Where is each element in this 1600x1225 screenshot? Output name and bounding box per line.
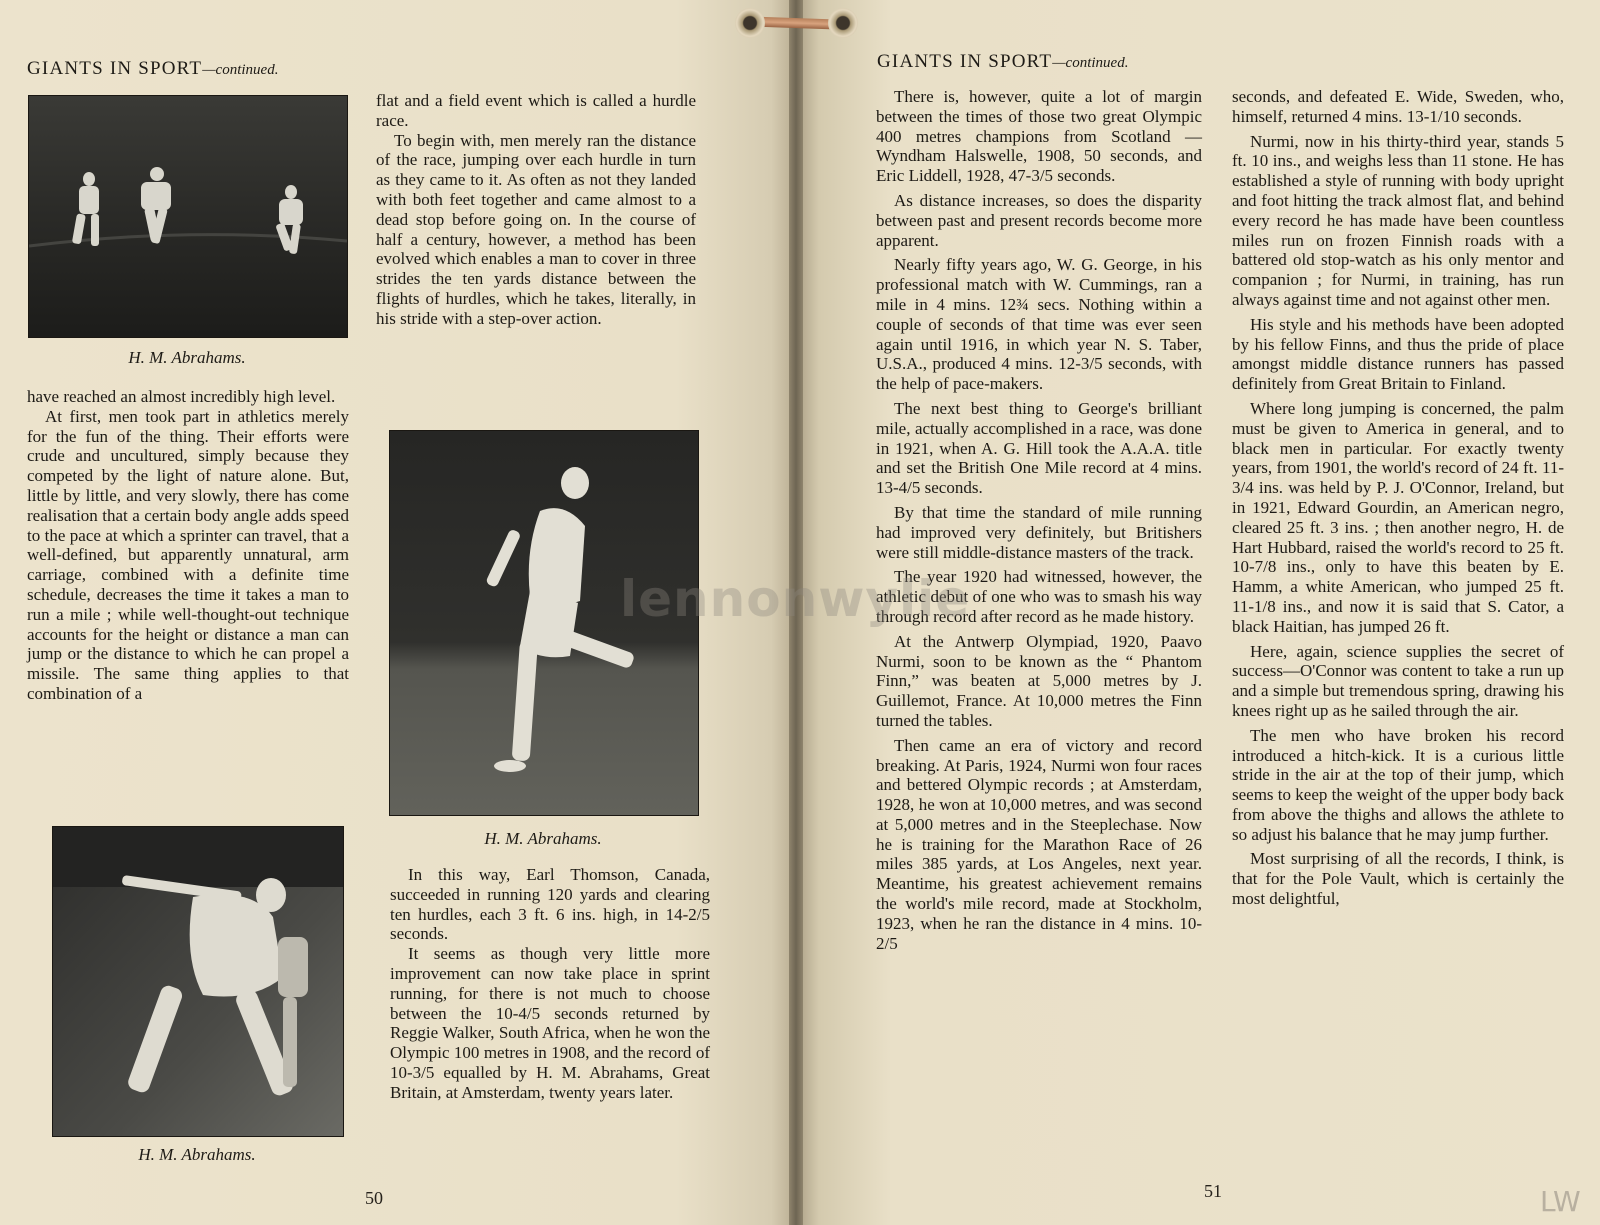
paragraph: At the Antwerp Olympiad, 1920, Paavo Nurmi, soon to be known as the “ Phantom Finn,” was beaten at 5,000 metres by J. Guillemot, France. At 10,000 metres the Finn turned the tables. [876,631,1202,730]
photo-sprinters [28,95,348,338]
paragraph: As distance increases, so does the disparity between past and present records become more apparent. [876,190,1202,250]
paragraph: In this way, Earl Thomson, Canada, succeeded in running 120 yards and clearing ten hurdles, each 3 ft. 6 ins. high, in 14-2/5 seconds. [390,865,710,944]
paragraph: Most surprising of all the records, I think, is that for the Pole Vault, which is certainly the most delightful, [1232,849,1564,909]
photo-sprinters-image [29,96,347,337]
paragraph: By that time the standard of mile running had improved very definitely, but Britishers were still middle-distance masters of the track. [876,502,1202,562]
staple-hole-left [735,8,765,38]
paragraph: flat and a field event which is called a hurdle race. [376,91,696,130]
photo-sprinter-finish [52,826,344,1137]
page-number-right: 51 [1204,1181,1222,1201]
header-continued: —continued. [202,62,279,78]
paragraph: Here, again, science supplies the secret of success—O'Connor was content to take a run up and a simple but tremendous spring, drawing his knees right up as he sailed through the air. [1232,641,1564,720]
photo-caption: H. M. Abrahams. [484,829,602,848]
left-column-1 [27,387,349,704]
header-title: GIANTS IN SPORT [27,58,203,79]
watermark: lennonwylie [620,570,971,628]
paragraph: There is, however, quite a lot of margin between the times of those two great Olympic 400 metres champions from Scotland — Wyndham Halswelle, 1908, 50 seconds, and Eric Liddell, 1928, 47-3/5 seconds. [876,87,1202,186]
left-column-2-top [376,91,696,329]
paragraph: The men who have broken his record introduced a hitch-kick. It is a curious little stride in the air at the top of their jump, which seems to keep the weight of the upper body back from above the thighs and allows the athlete to so adjust his balance that he may jump further. [1232,725,1564,844]
page-number-left: 50 [365,1188,383,1208]
paragraph: have reached an almost incredibly high level. [27,387,336,406]
paragraph: It seems as though very little more improvement can now take place in sprint running, for there is not much to choose between the 10-4/5 seconds returned by Reggie Walker, South Africa, when he won the Olympic 100 metres in 1908, and the record of 10-3/5 equalled by H. M. Abrahams, Great Britain, at Amsterdam, twenty years later. [390,944,710,1102]
left-column-2-bottom [390,865,710,1103]
paragraph: His style and his methods have been adopted by his fellow Finns, and thus the pride of place amongst middle distance runners has passed definitely from Great Britain to Finland. [1232,314,1564,394]
paragraph: Then came an era of victory and record breaking. At Paris, 1924, Nurmi won four races and bettered Olympic records ; at Amsterdam, 1928, he won at 10,000 metres, and was second at 5,000 metres and in the Steeplechase. Now he is training for the Marathon Race of 26 miles 385 yards, at Los Angeles, next year. Meantime, his greatest achievement remains the world's mile record, made at Stockholm, 1923, when he ran the distance in 4 mins. 10-2/5 [876,735,1202,953]
paragraph: Nearly fifty years ago, W. G. George, in his professional match with W. Cummings, ran a mile in 4 mins. 12¾ secs. Nothing within a couple of seconds of that time was ever seen again until 1916, in which year N. S. Taber, U.S.A., produced 4 mins. 12-3/5 seconds, with the help of pace-makers. [876,255,1202,394]
paragraph: seconds, and defeated E. Wide, Sweden, who, himself, returned 4 mins. 13-1/10 seconds. [1232,87,1564,126]
photo-caption: H. M. Abrahams. [128,348,246,367]
paragraph: The next best thing to George's brilliant mile, actually accomplished in a race, was done in 1921, when A. G. Hill took the A.A.A. title and set the British One Mile record at 4 mins. 13-4/5 seconds. [876,398,1202,498]
paragraph: To begin with, men merely ran the distance of the race, jumping over each hurdle in turn as they came to it. As often as not they landed with both feet together and came almost to a dead stop before going on. In the course of half a century, however, a method has been evolved which enables a man to cover in three strides the ten yards distance between the flights of hurdles, which he takes, literally, in his stride with a step-over action. [376,130,696,328]
staple-hole-right [828,8,858,38]
left-page-header [27,58,278,80]
logo: LW [1540,1185,1581,1218]
right-page-header [877,51,1128,73]
paragraph: Where long jumping is concerned, the palm must be given to America in general, and to black men in particular. For exactly twenty years, from 1901, the world's record of 24 ft. 11-3/4 ins. was held by P. J. O'Connor, Ireland, but in 1921, Edward Gourdin, an American negro, cleared 25 ft. 3 ins. ; then another negro, H. de Hart Hubbard, raised the world's record to 25 ft. 10-7/8 ins., only to have this beaten by E. Hamm, a white American, who jumped 25 ft. 11-1/8 ins., and now it is said that S. Cator, a black Haitian, has jumped 26 ft. [1232,398,1564,636]
paragraph: Nurmi, now in his thirty-third year, stands 5 ft. 10 ins., and weighs less than 11 stone. He has established a style of running with body upright and foot hitting the track almost flat, and behind every record he has made have been countless miles run on frozen Finnish roads with a battered old stop-watch as his only mentor and companion ; for Nurmi, in training, has run always against time and not against other men. [1232,131,1564,309]
photo-sprinter-finish-image [53,827,343,1136]
header-continued: —continued. [1052,55,1129,71]
right-column-1 [876,87,1202,953]
right-column-2 [1232,87,1564,909]
header-title: GIANTS IN SPORT [877,51,1053,72]
paragraph: The year 1920 had witnessed, however, the athletic debut of one who was to smash his way through record after record as he made history. [876,567,1202,626]
photo-caption: H. M. Abrahams. [138,1145,256,1164]
paragraph: At first, men took part in athletics merely for the fun of the thing. Their efforts were crude and uncultured, simply because they competed by the light of nature alone. But, little by little, and very slowly, there has come realisation that a certain body angle adds speed to the pace at which a sprinter can travel, that a well-defined, but apparently unnatural, arm carriage, combined with a definite time schedule, decreases the time it takes a man to run a mile ; while well-thought-out technique accounts for the height or distance a man can jump or the distance to which he can propel a missile. The same thing applies to that combination of a [27,406,349,703]
